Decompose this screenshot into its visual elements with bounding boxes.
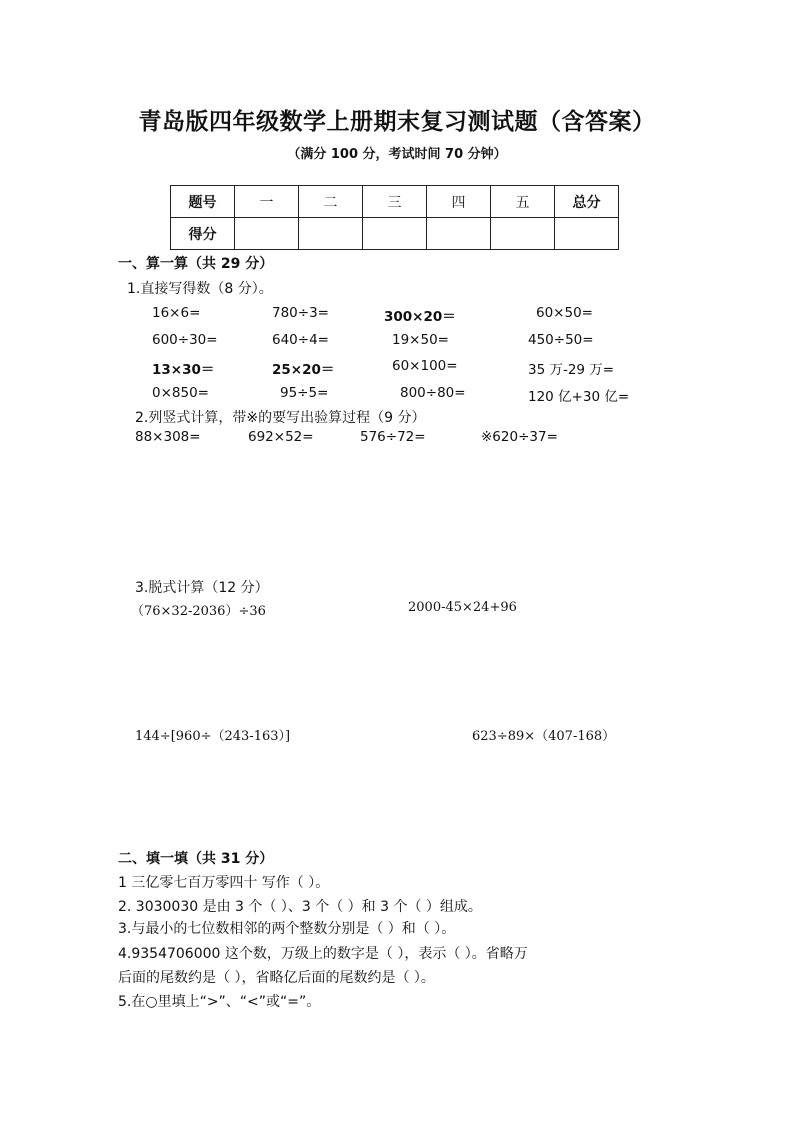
q2-title: 2.列竖式计算，带※的要写出验算过程（9 分） <box>135 410 426 426</box>
fill-line: 3.与最小的七位数相邻的两个整数分别是（ ）和（ ）。 <box>118 921 456 937</box>
score-table-col-total: 总分 <box>555 186 619 218</box>
q1-item: 16×6= <box>152 305 201 321</box>
q3-item: 2000-45×24+96 <box>408 600 517 615</box>
score-cell <box>299 218 363 250</box>
page-subtitle: （满分 100 分，考试时间 70 分钟） <box>287 147 507 162</box>
fill-line: 1 三亿零七百万零四十 写作（ ）。 <box>118 875 330 891</box>
q3-item: 144÷[960÷（243-163）] <box>135 729 291 744</box>
fill-line: 2. 3030030 是由 3 个（ ）、3 个（ ）和 3 个（ ）组成。 <box>118 899 482 915</box>
q1-item: 120 亿+30 亿= <box>528 389 630 405</box>
score-table-col-2: 二 <box>299 186 363 218</box>
q2-item: 692×52= <box>248 429 314 445</box>
q1-item: 780÷3= <box>272 305 329 321</box>
q1-title: 1.直接写得数（8 分）。 <box>127 281 273 297</box>
q2-item: 88×308= <box>135 429 201 445</box>
score-table-score-label: 得分 <box>171 218 235 250</box>
score-table-score-row <box>171 218 619 250</box>
q1-item: 60×100= <box>392 358 458 374</box>
score-cell <box>235 218 299 250</box>
score-cell <box>491 218 555 250</box>
score-table-col-1: 一 <box>235 186 299 218</box>
q1-item: 95÷5= <box>280 385 329 401</box>
score-table <box>170 185 619 250</box>
q1-item: 800÷80= <box>400 385 466 401</box>
score-table-col-3: 三 <box>363 186 427 218</box>
q2-item: ※620÷37= <box>481 429 558 445</box>
q1-item: 640÷4= <box>272 332 329 348</box>
fill-line: 后面的尾数约是（ ），省略亿后面的尾数约是（ ）。 <box>118 970 435 986</box>
q3-title: 3.脱式计算（12 分） <box>135 580 269 596</box>
score-cell <box>427 218 491 250</box>
q1-item: 35 万-29 万= <box>528 362 615 378</box>
fill-line: 4.9354706000 这个数，万级上的数字是（ ），表示（ ）。省略万 <box>118 946 528 962</box>
q1-item: 60×50= <box>536 305 593 321</box>
q1-item: 25×20＝ <box>272 362 335 378</box>
page-title: 青岛版四年级数学上册期末复习测试题（含答案） <box>138 109 656 135</box>
score-table-col-4: 四 <box>427 186 491 218</box>
q1-item: 0×850= <box>152 385 209 401</box>
q1-item: 300×20＝ <box>384 309 456 325</box>
section1-title: 一、算一算（共 29 分） <box>118 256 274 272</box>
q1-item: 13×30＝ <box>152 362 215 378</box>
fill-line: 5.在○里填上“>”、“<”或“=”。 <box>118 994 321 1010</box>
q2-item: 576÷72= <box>360 429 426 445</box>
q3-item: （76×32-2036）÷36 <box>131 604 266 619</box>
section2-title: 二、填一填（共 31 分） <box>118 851 274 867</box>
score-table-col-5: 五 <box>491 186 555 218</box>
score-cell <box>363 218 427 250</box>
q1-item: 600÷30= <box>152 332 218 348</box>
q1-item: 19×50= <box>392 332 449 348</box>
score-table-header-row <box>171 186 619 218</box>
score-cell <box>555 218 619 250</box>
q1-item: 450÷50= <box>528 332 594 348</box>
q3-item: 623÷89×（407-168） <box>472 729 616 744</box>
score-table-header-label: 题号 <box>171 186 235 218</box>
